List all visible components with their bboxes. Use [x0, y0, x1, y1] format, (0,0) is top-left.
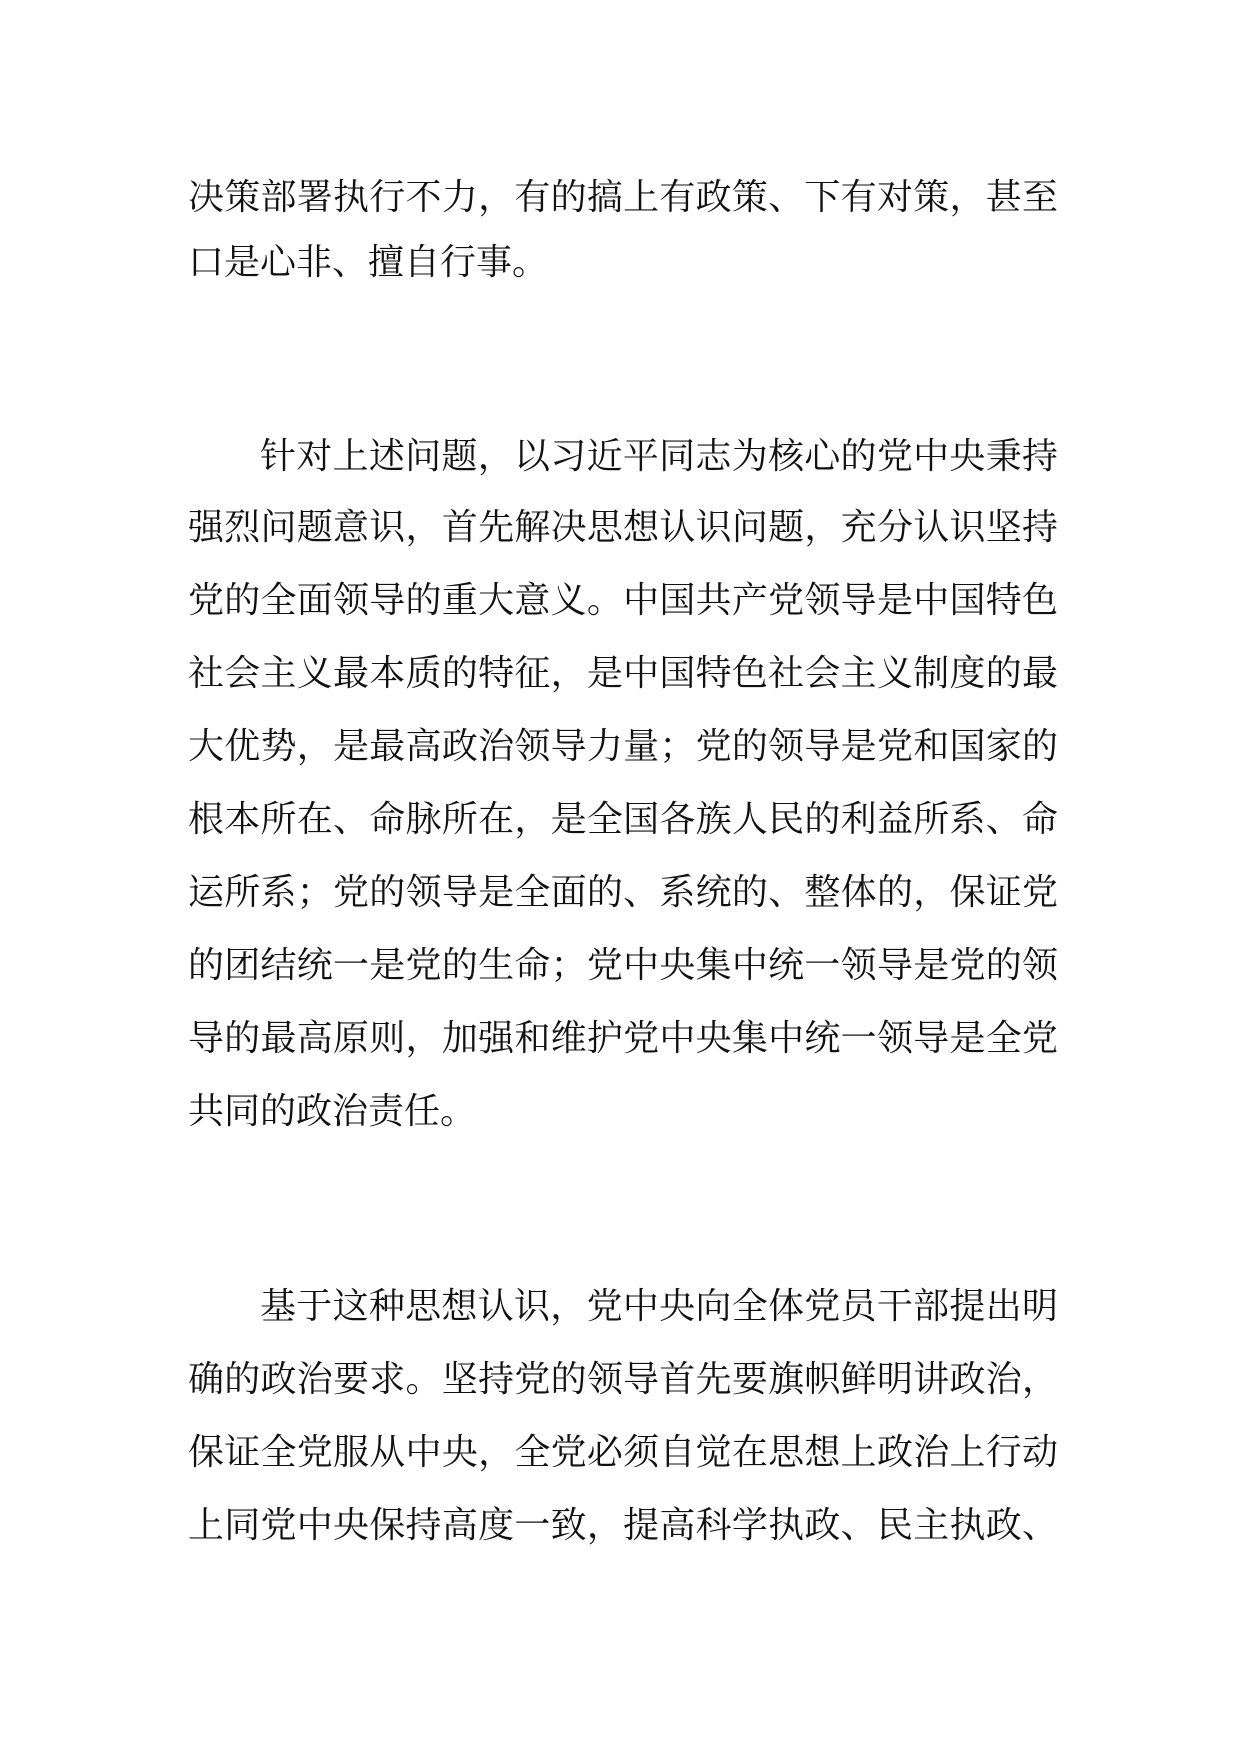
- paragraph-2-line-6: 根本所在、命脉所在，是全国各族人民的利益所系、命: [188, 799, 1058, 840]
- paragraph-2-line-4: 社会主义最本质的特征，是中国特色社会主义制度的最: [188, 653, 1058, 694]
- paragraph-2-line-5: 大优势，是最高政治领导力量；党的领导是党和国家的: [188, 726, 1058, 767]
- paragraph-1-line-2: 口是心非、擅自行事。: [188, 242, 549, 283]
- paragraph-2-line-1: 针对上述问题，以习近平同志为核心的党中央秉持: [260, 436, 1058, 477]
- paragraph-2-line-9: 导的最高原则，加强和维护党中央集中统一领导是全党: [188, 1018, 1058, 1059]
- paragraph-2-line-3: 党的全面领导的重大意义。中国共产党领导是中国特色: [188, 580, 1058, 621]
- paragraph-3-line-2: 确的政治要求。坚持党的领导首先要旗帜鲜明讲政治，: [188, 1359, 1058, 1400]
- paragraph-2-line-7: 运所系；党的领导是全面的、系统的、整体的，保证党: [188, 872, 1058, 913]
- paragraph-3-line-3: 保证全党服从中央，全党必须自觉在思想上政治上行动: [188, 1432, 1058, 1473]
- paragraph-3-line-1: 基于这种思想认识，党中央向全体党员干部提出明: [260, 1286, 1058, 1327]
- paragraph-2-line-10: 共同的政治责任。: [188, 1091, 477, 1132]
- paragraph-3-line-4: 上同党中央保持高度一致，提高科学执政、民主执政、: [188, 1505, 1058, 1546]
- paragraph-2-line-8: 的团结统一是党的生命；党中央集中统一领导是党的领: [188, 945, 1058, 986]
- paragraph-1-line-1: 决策部署执行不力，有的搞上有政策、下有对策，甚至: [188, 177, 1058, 218]
- paragraph-2-line-2: 强烈问题意识，首先解决思想认识问题，充分认识坚持: [188, 507, 1058, 548]
